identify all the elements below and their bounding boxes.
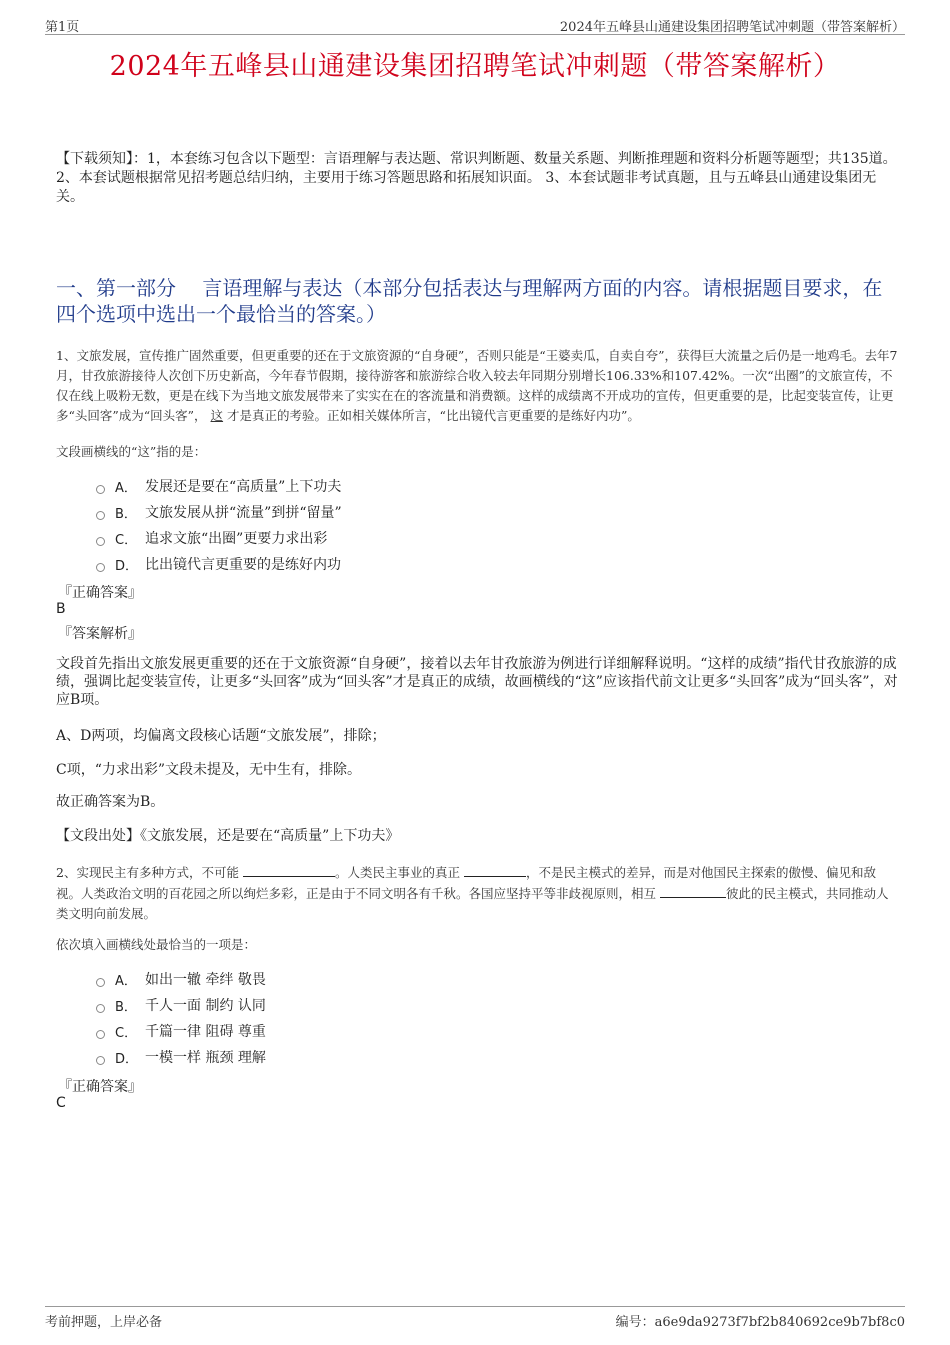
question-1-options xyxy=(96,473,342,577)
analysis-paragraph: 故正确答案为B。 xyxy=(56,794,165,810)
blank-line xyxy=(243,862,335,877)
radio-icon[interactable] xyxy=(96,978,105,987)
option-c[interactable]: C． 追求文旅“出圈”更要力求出彩 xyxy=(96,525,342,551)
page-footer xyxy=(45,1306,905,1330)
question-2-prompt: 依次填入画横线处最恰当的一项是： xyxy=(56,937,257,952)
header-doc-title: 2024年五峰县山通建设集团招聘笔试冲刺题（带答案解析） xyxy=(559,20,905,35)
passage-source: 【文段出处】《文旅发展，还是要在“高质量”上下功夫》 xyxy=(56,828,400,844)
radio-icon[interactable] xyxy=(96,1004,105,1013)
option-b[interactable]: B． 千人一面 制约 认同 xyxy=(96,992,266,1018)
option-d[interactable]: D． 比出镜代言更重要的是练好内功 xyxy=(96,551,342,577)
underlined-word: 这 xyxy=(210,408,224,423)
correct-answer-label: 『正确答案』 xyxy=(58,585,142,601)
page-number: 第1页 xyxy=(45,20,80,35)
option-a[interactable]: A． 如出一辙 牵绊 敬畏 xyxy=(96,966,266,992)
analysis-paragraph: C项，“力求出彩”文段未提及，无中生有，排除。 xyxy=(56,762,362,778)
radio-icon[interactable] xyxy=(96,537,105,546)
download-notice: 【下载须知】：1，本套练习包含以下题型：言语理解与表达题、常识判断题、数量关系题、判断推理题和资料分析题等题型；共135道。 2、本套试题根据常见招考题总结归纳，主要用于练习答题思路和拓展知识面。 3、本套试题非考试真题，且与五峰县山通建设集团无关。 xyxy=(56,151,897,205)
radio-icon[interactable] xyxy=(96,1030,105,1039)
option-d[interactable]: D． 一模一样 瓶颈 理解 xyxy=(96,1044,266,1070)
radio-icon[interactable] xyxy=(96,485,105,494)
section-heading: 一、第一部分 言语理解与表达（本部分包括表达与理解两方面的内容。请根据题目要求，在四个选项中选出一个最恰当的答案。） xyxy=(56,276,883,326)
radio-icon[interactable] xyxy=(96,563,105,572)
option-b[interactable]: B． 文旅发展从拼“流量”到拼“留量” xyxy=(96,499,342,525)
analysis-label: 『答案解析』 xyxy=(58,626,142,642)
document-title: 2024年五峰县山通建设集团招聘笔试冲刺题（带答案解析） xyxy=(109,51,841,82)
question-2-text: 2、实现民主有多种方式，不可能 。人类民主事业的真正 ，不是民主模式的差异，而是对他国民主探索的傲慢、偏见和敌视。人类政治文明的百花园之所以绚烂多彩，正是由于不同文明各有千秋。各国应坚持平等非歧视原则，相互 彼此的民主模式，共同推动人类文明向前发展。 xyxy=(56,862,898,924)
radio-icon[interactable] xyxy=(96,1056,105,1065)
radio-icon[interactable] xyxy=(96,511,105,520)
page-header xyxy=(45,16,905,35)
correct-answer-label: 『正确答案』 xyxy=(58,1079,142,1095)
footer-serial: 编号：a6e9da9273f7bf2b840692ce9b7bf8c0 xyxy=(615,1315,905,1330)
question-1-prompt: 文段画横线的“这”指的是： xyxy=(56,444,207,459)
correct-answer: B xyxy=(56,601,66,617)
option-c[interactable]: C． 千篇一律 阻碍 尊重 xyxy=(96,1018,266,1044)
blank-line xyxy=(464,862,526,877)
footer-slogan: 考前押题，上岸必备 xyxy=(45,1315,163,1330)
question-2-options xyxy=(96,966,266,1070)
correct-answer: C xyxy=(56,1095,66,1111)
option-a[interactable]: A． 发展还是要在“高质量”上下功夫 xyxy=(96,473,342,499)
question-1-text: 1、文旅发展，宣传推广固然重要，但更重要的还在于文旅资源的“自身硬”，否则只能是“王婆卖瓜，自卖自夸”，获得巨大流量之后仍是一地鸡毛。去年7月，甘孜旅游接待人次创下历史新高，今年春节假期，接待游客和旅游综合收入较去年同期分别增长106.33%和107.42%。一次“出圈”的文旅宣传，不仅在线上吸粉无数，更是在线下为当地文旅发展带来了实实在在的客流量和消费额。这样的成绩离不开成功的宣传，但更重要的是，比起变装宣传，让更多“头回客”成为“回头客”， 这 才是真正的考验。正如相关媒体所言，“比出镜代言更重要的是练好内功”。 xyxy=(56,348,898,423)
blank-line xyxy=(660,883,726,898)
analysis-paragraph: 文段首先指出文旅发展更重要的还在于文旅资源“自身硬”，接着以去年甘孜旅游为例进行详细解释说明。“这样的成绩”指代甘孜旅游的成绩，强调比起变装宣传，让更多“头回客”成为“回头客”才是真正的成绩，故画横线的“这”应该指代前文让更多“头回客”成为“回头客”，对应B项。 xyxy=(56,656,898,708)
analysis-paragraph: A、D两项，均偏离文段核心话题“文旅发展”，排除； xyxy=(56,728,386,744)
